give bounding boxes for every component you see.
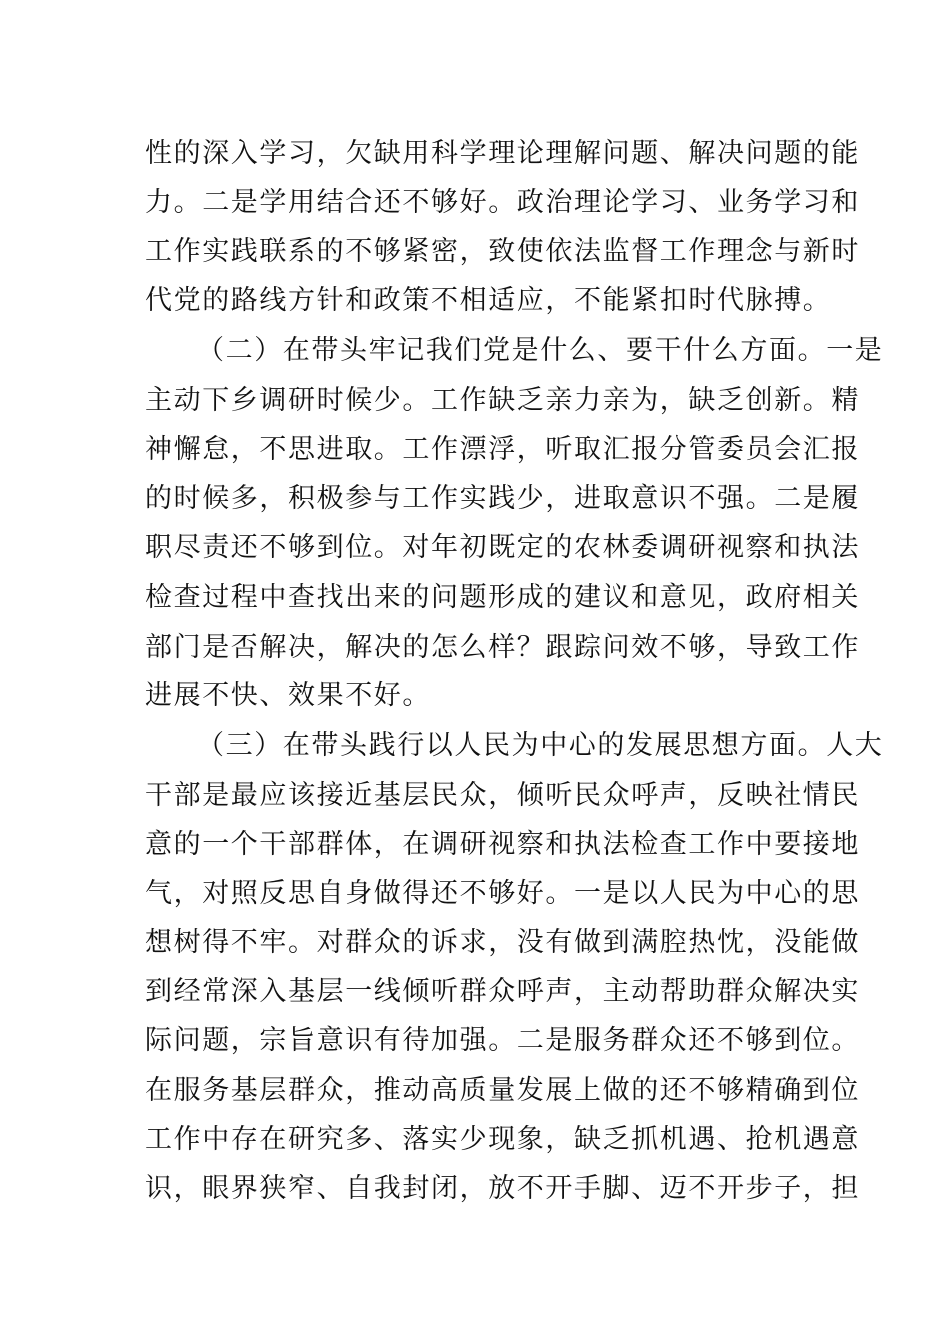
text-line: 气，对照反思自身做得还不够好。一是以人民为中心的思 — [145, 878, 860, 909]
text-line: 部门是否解决，解决的怎么样？跟踪问效不够，导致工作 — [145, 632, 860, 663]
text-line: 力。二是学用结合还不够好。政治理论学习、业务学习和 — [145, 187, 860, 218]
text-line: 工作中存在研究多、落实少现象，缺乏抓机遇、抢机遇意 — [145, 1124, 860, 1155]
text-line: 的时候多，积极参与工作实践少，进取意识不强。二是履 — [145, 483, 860, 514]
text-line: 代党的路线方针和政策不相适应，不能紧扣时代脉搏。 — [145, 285, 832, 316]
paragraph-heading-line: （三）在带头践行以人民为中心的发展思想方面。人大 — [197, 730, 884, 761]
text-line: 想树得不牢。对群众的诉求，没有做到满腔热忱，没能做 — [145, 927, 860, 958]
text-line: 到经常深入基层一线倾听群众呼声，主动帮助群众解决实 — [145, 976, 860, 1007]
text-line: 神懈怠，不思进取。工作漂浮，听取汇报分管委员会汇报 — [145, 434, 860, 465]
text-line: 检查过程中查找出来的问题形成的建议和意见，政府相关 — [145, 582, 860, 613]
text-line: 识，眼界狭窄、自我封闭，放不开手脚、迈不开步子，担 — [145, 1173, 860, 1204]
text-line: 工作实践联系的不够紧密，致使依法监督工作理念与新时 — [145, 236, 860, 267]
paragraph-heading-line: （二）在带头牢记我们党是什么、要干什么方面。一是 — [197, 335, 884, 366]
text-line: 干部是最应该接近基层民众，倾听民众呼声，反映社情民 — [145, 780, 860, 811]
text-line: 进展不快、效果不好。 — [145, 680, 431, 711]
text-line: 职尽责还不够到位。对年初既定的农林委调研视察和执法 — [145, 532, 860, 563]
text-line: 性的深入学习，欠缺用科学理论理解问题、解决问题的能 — [145, 138, 860, 169]
text-line: 意的一个干部群体，在调研视察和执法检查工作中要接地 — [145, 829, 860, 860]
text-line: 主动下乡调研时候少。工作缺乏亲力亲为，缺乏创新。精 — [145, 385, 860, 416]
text-line: 际问题，宗旨意识有待加强。二是服务群众还不够到位。 — [145, 1025, 860, 1056]
text-line: 在服务基层群众，推动高质量发展上做的还不够精确到位 — [145, 1075, 860, 1106]
